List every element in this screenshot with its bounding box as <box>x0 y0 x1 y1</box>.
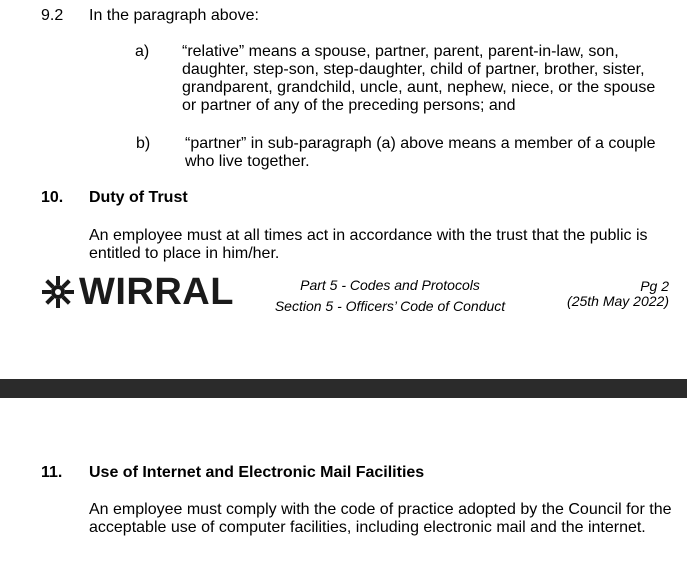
clause-11-body: An employee must comply with the code of practice adopted by the Council for the acceptable use of computer facilities, including electronic mail and the internet. <box>89 501 672 536</box>
footer-section: Section 5 - Officers’ Code of Conduct <box>274 298 506 314</box>
sub-item-b-text: “partner” in sub-paragraph (a) above means a member of a couple who live together. <box>185 135 656 170</box>
sub-item-b-label: b) <box>136 135 151 152</box>
clause-9-2-intro: In the paragraph above: <box>89 7 259 24</box>
clause-10-body: An employee must at all times act in accordance with the trust that the public is entitled to place in him/her. <box>89 227 648 262</box>
sub-item-a-text: “relative” means a spouse, partner, parent, parent-in-law, son, daughter, step-son, step-daughter, child of partner, brother, sister, grandparent, grandchild, uncle, aunt, nephew, niece, or the spouse or partner of any of the preceding persons; and <box>182 43 656 114</box>
wirral-emblem-icon <box>41 275 75 309</box>
wirral-logo <box>41 271 234 313</box>
clause-11-number: 11. <box>41 464 63 481</box>
footer-date: (25th May 2022) <box>567 293 669 309</box>
clause-10-number: 10. <box>41 189 64 206</box>
sub-item-a-label: a) <box>135 43 150 60</box>
clause-9-2-number: 9.2 <box>41 7 64 24</box>
footer-page-number: Pg 2 <box>640 278 669 294</box>
page-break-bar <box>0 379 687 398</box>
footer-part: Part 5 - Codes and Protocols <box>300 277 480 293</box>
clause-11-heading: Use of Internet and Electronic Mail Facilities <box>89 464 425 481</box>
clause-10-heading: Duty of Trust <box>89 189 188 206</box>
logo-wordmark: WIRRAL <box>79 271 234 313</box>
